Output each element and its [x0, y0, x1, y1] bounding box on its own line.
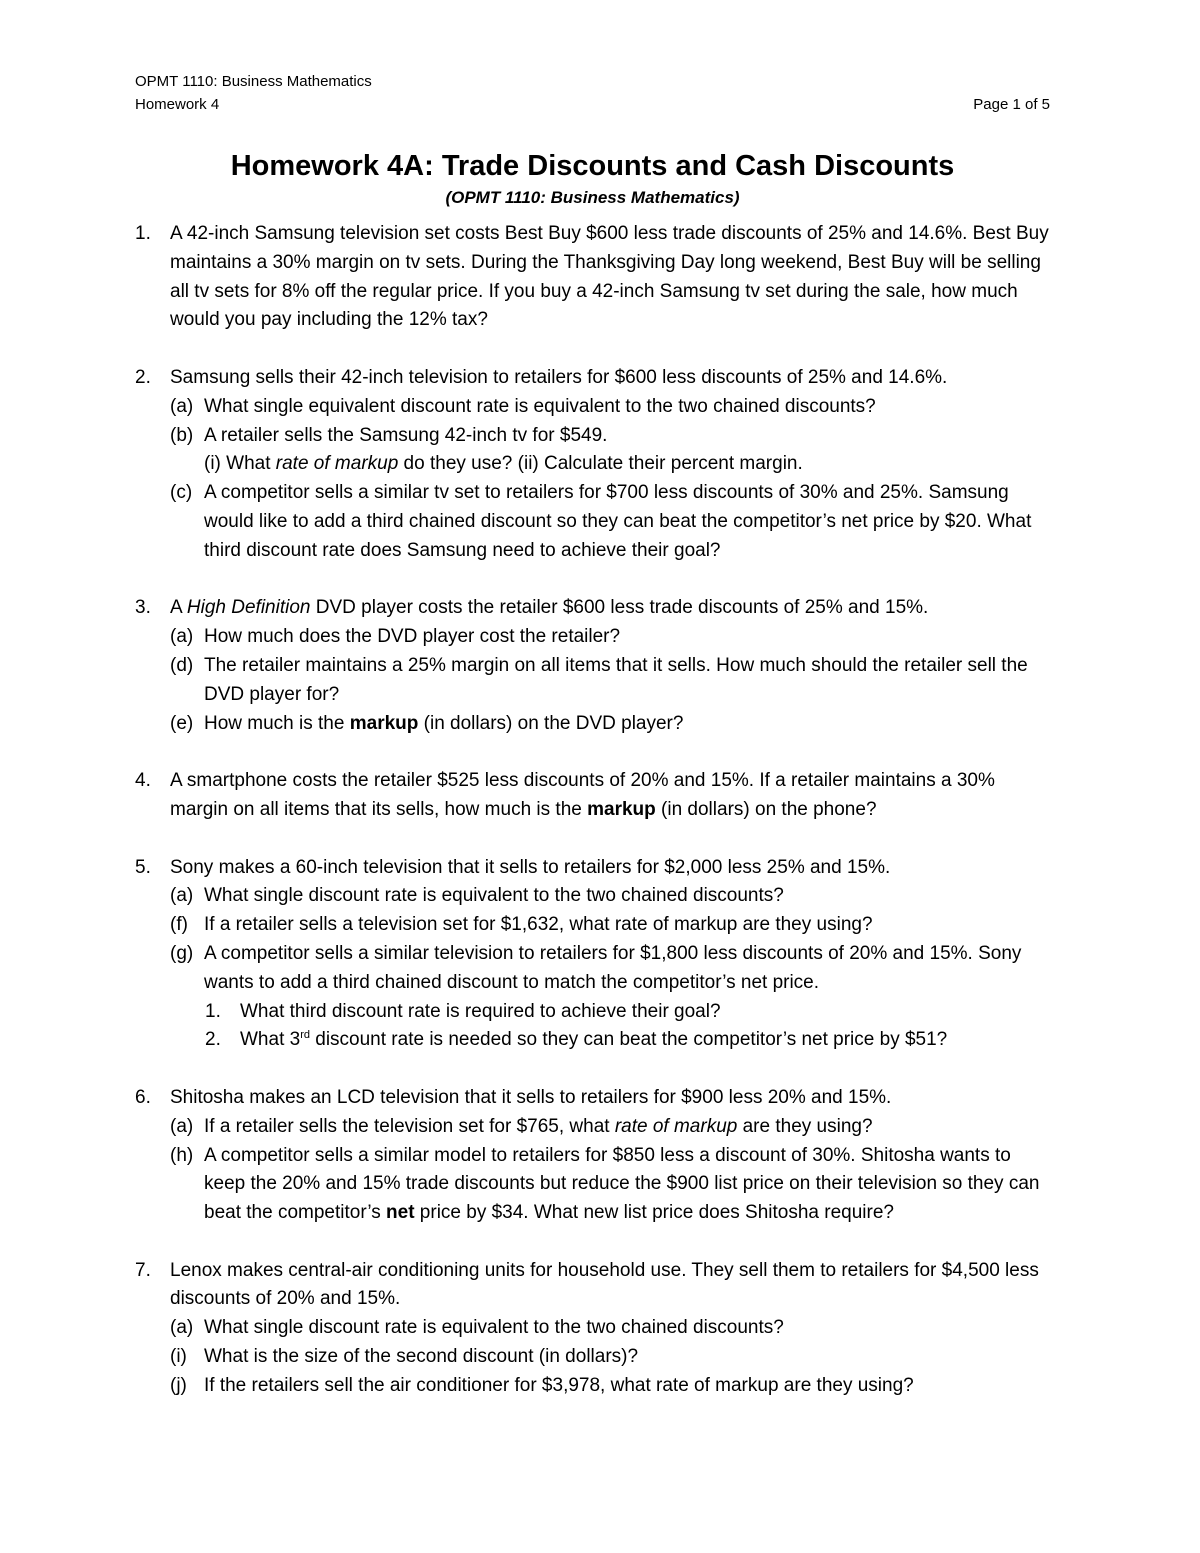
question-text: A 42-inch Samsung television set costs Best Buy $600 less trade discounts of 25% and 14.6%. Best Buy maintains a 30% margin on tv sets. During the Thanksgiving Day long weekend, Best Buy will be selling all tv sets for 8% off the regular price. If you buy a 42-inch Samsung tv set during the sale, how much would you pay including the 12% tax?: [170, 223, 1049, 331]
text-run: A competitor sells a similar model to retailers for $850 less a discount of 30%. Shitosha wants to keep the 20% and 15% trade discounts but reduce the $900 list price on their television so they can beat the competitor’s: [204, 1144, 1040, 1224]
subquestion-text: What single discount rate is equivalent to the two chained discounts?: [204, 885, 784, 907]
question-text: Lenox makes central-air conditioning units for household use. They sell them to retailers for $4,500 less discounts of 20% and 15%.: [170, 1259, 1039, 1310]
subquestion-label: (g): [170, 942, 194, 964]
page-title: Homework 4A: Trade Discounts and Cash Discounts: [230, 150, 955, 182]
subquestion-a: [170, 882, 1050, 911]
subquestion-d: [170, 652, 1050, 710]
subquestion-text: A competitor sells a similar television to retailers for $1,800 less discounts of 20% and 15%. Sony wants to add a third chained discount to match the competitor’s net price.: [204, 942, 1022, 993]
question-number: 5.: [135, 856, 151, 878]
question-5: [135, 854, 1050, 1056]
subquestion-text: What is the size of the second discount (in dollars)?: [204, 1346, 639, 1368]
subquestion-g-1: [170, 998, 1050, 1027]
subquestion-label: (f): [170, 914, 188, 936]
bold-text: net: [386, 1202, 415, 1224]
subquestion-label: (d): [170, 654, 194, 676]
subquestion-label: (a): [170, 1115, 194, 1137]
subquestion-text: If the retailers sell the air conditioner for $3,978, what rate of markup are they using?: [204, 1374, 914, 1396]
homework-label: Homework 4: [135, 96, 220, 113]
subquestion-text: What single equivalent discount rate is equivalent to the two chained discounts?: [204, 395, 876, 417]
subquestion-label: (a): [170, 395, 194, 417]
text-run: If a retailer sells the television set for $765, what: [204, 1115, 615, 1137]
question-6: [135, 1084, 1050, 1228]
question-number: 6.: [135, 1086, 151, 1108]
subquestion-label: (a): [170, 1317, 194, 1339]
subquestion-c: [170, 479, 1050, 565]
subquestion-parts: [204, 450, 1050, 479]
text-run: A smartphone costs the retailer $525 less discounts of 20% and 15%. If a retailer maintains a 30% margin on all items that its sells, how much is the: [170, 770, 995, 820]
text-run: A: [170, 597, 187, 619]
question-number: 1.: [135, 223, 151, 244]
superscript: rd: [300, 1029, 310, 1042]
subquestion-label: 2.: [205, 1029, 221, 1051]
subquestion-j: [170, 1372, 1050, 1401]
text-run: DVD player costs the retailer $600 less trade discounts of 25% and 15%.: [310, 597, 929, 619]
bold-text: markup: [349, 712, 419, 734]
text-run: discount rate is needed so they can beat the competitor’s net price by $51?: [309, 1029, 948, 1051]
question-7: [135, 1257, 1050, 1401]
text-run: price by $34. What new list price does Shitosha require?: [414, 1202, 894, 1224]
subquestion-h: [170, 1142, 1050, 1228]
text-run: What 3: [240, 1029, 301, 1051]
subquestion-text: A competitor sells a similar tv set to retailers for $700 less discounts of 30% and 25%. Samsung would like to add a third chained discount so they can beat the competitor’s net price by $20. What third discount rate does Samsung need to achieve their goal?: [204, 482, 1032, 561]
page-subtitle: (OPMT 1110: Business Mathematics): [445, 188, 740, 207]
subquestion-e: [170, 710, 1050, 739]
subquestion-label: (i): [170, 1346, 187, 1368]
text-run: (in dollars) on the phone?: [655, 798, 877, 820]
question-text: [170, 594, 1050, 623]
subquestion-label: (h): [170, 1144, 194, 1166]
question-number: 4.: [135, 770, 151, 792]
text-run: (in dollars) on the DVD player?: [418, 712, 684, 734]
question-4: [135, 767, 1050, 825]
subquestion-label: 1.: [205, 1000, 221, 1022]
emphasis-text: High Definition: [186, 597, 311, 619]
subquestion-text: A retailer sells the Samsung 42-inch tv for $549.: [204, 424, 608, 446]
subquestion-a: [170, 1113, 1050, 1142]
subquestion-a: [170, 623, 1050, 652]
subquestion-label: (a): [170, 626, 194, 648]
question-text: Sony makes a 60-inch television that it sells to retailers for $2,000 less 25% and 15%.: [170, 856, 891, 878]
question-3: [135, 594, 1050, 738]
question-text: Shitosha makes an LCD television that it sells to retailers for $900 less 20% and 15%.: [170, 1086, 892, 1108]
subquestion-text: If a retailer sells a television set for $1,632, what rate of markup are they using?: [204, 914, 873, 936]
subquestion-label: (a): [170, 885, 194, 907]
page-header: [135, 70, 1050, 116]
question-number: 3.: [135, 597, 151, 619]
subquestion-f: [170, 911, 1050, 940]
subquestion-text: The retailer maintains a 25% margin on all items that it sells. How much should the retailer sell the DVD player for?: [204, 654, 1028, 705]
text-run: do they use? (ii) Calculate their percent margin.: [398, 453, 803, 475]
bold-text: markup: [587, 798, 656, 820]
subquestion-text: What single discount rate is equivalent to the two chained discounts?: [204, 1317, 784, 1339]
subquestion-g: [170, 940, 1050, 998]
question-text: Samsung sells their 42-inch television to retailers for $600 less discounts of 25% and 14.6%.: [170, 366, 948, 388]
question-text: [170, 767, 1050, 825]
emphasis-text: rate of markup: [275, 453, 399, 475]
course-name: OPMT 1110: Business Mathematics: [135, 73, 372, 90]
page-number: Page 1 of 5: [973, 96, 1050, 113]
question-2: [135, 364, 1050, 566]
question-1: [135, 220, 1050, 335]
subquestion-label: (c): [170, 482, 193, 504]
subquestion-label: (e): [170, 712, 194, 734]
subquestion-b: [170, 422, 1050, 480]
question-number: 7.: [135, 1259, 151, 1281]
subquestion-a: [170, 1314, 1050, 1343]
text-run: (i) What: [204, 453, 276, 475]
question-number: 2.: [135, 366, 151, 388]
subquestion-text: What third discount rate is required to achieve their goal?: [240, 1000, 721, 1022]
subquestion-i: [170, 1343, 1050, 1372]
subquestion-label: (b): [170, 424, 194, 446]
subquestion-label: (j): [170, 1374, 187, 1396]
text-run: How much is the: [204, 712, 350, 734]
text-run: are they using?: [737, 1115, 873, 1137]
emphasis-text: rate of markup: [614, 1115, 738, 1137]
subquestion-a: [170, 393, 1050, 422]
subquestion-text: How much does the DVD player cost the retailer?: [204, 626, 621, 648]
subquestion-g-2: [170, 1026, 1050, 1055]
